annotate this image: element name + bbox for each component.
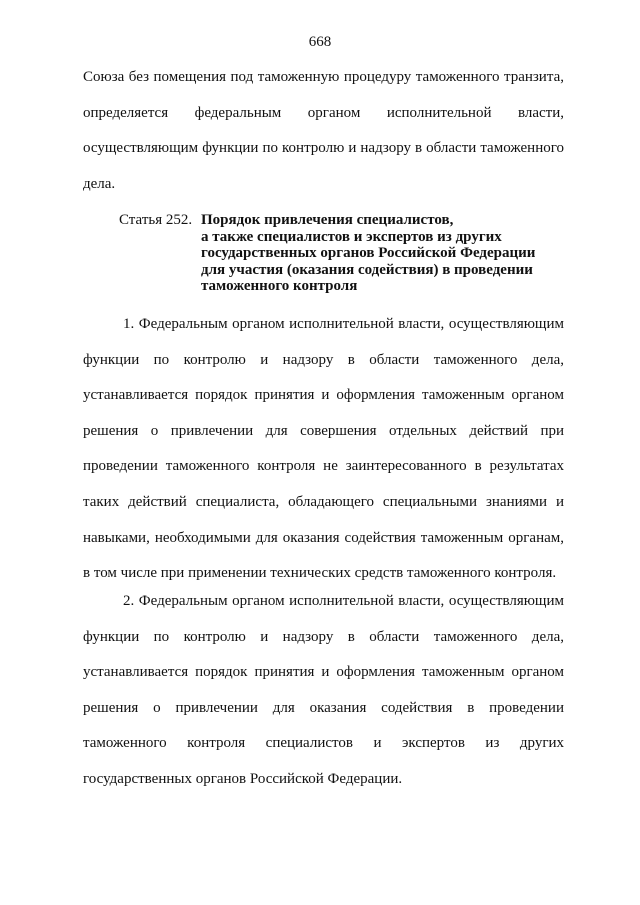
intro-line: дела. <box>83 175 116 192</box>
paragraph-line: в том числе при применении технических средств таможенного контроля. <box>83 565 557 582</box>
intro-line: Союза без помещения под таможенную процедуру таможенного транзита, <box>83 69 564 85</box>
article-title-line: таможенного контроля <box>201 278 358 295</box>
article-title-line: государственных органов Российской Федерации <box>201 245 536 262</box>
paragraph-line: решения о привлечении для совершения отдельных действий при <box>83 422 564 439</box>
intro-paragraph <box>83 67 564 209</box>
paragraph-2 <box>83 591 564 805</box>
article-number: Статья 252. <box>119 212 193 228</box>
article-heading <box>119 212 579 295</box>
paragraph-line: проведении таможенного контроля не заинтересованного в результатах <box>83 458 564 475</box>
paragraph-line: навыками, необходимыми для оказания содействия таможенным органам, <box>83 529 564 546</box>
paragraph-line: решения о привлечении для оказания содействия в проведении <box>83 699 564 716</box>
page-number: 668 <box>308 34 332 50</box>
paragraph-line: функции по контролю и надзору в области таможенного дела, <box>83 628 564 645</box>
article-title-line: Порядок привлечения специалистов, <box>201 212 454 228</box>
paragraph-line: таких действий специалиста, обладающего специальными знаниями и <box>83 493 564 510</box>
paragraph-1 <box>83 314 564 599</box>
paragraph-line: таможенного контроля специалистов и экспертов из других <box>83 735 564 752</box>
article-title <box>201 212 535 295</box>
intro-line: осуществляющим функции по контролю и надзору в области таможенного <box>83 140 564 157</box>
paragraph-line: функции по контролю и надзору в области таможенного дела, <box>83 351 564 368</box>
paragraph-line: государственных органов Российской Федерации. <box>83 770 403 787</box>
paragraph-line: устанавливается порядок принятия и оформления таможенным органом <box>83 664 564 681</box>
intro-line: определяется федеральным органом исполнительной власти, <box>83 104 564 121</box>
paragraph-line: 1. Федеральным органом исполнительной власти, осуществляющим <box>123 316 564 332</box>
article-title-line: а также специалистов и экспертов из других <box>201 228 502 245</box>
paragraph-line: устанавливается порядок принятия и оформления таможенным органом <box>83 387 564 404</box>
article-title-line: для участия (оказания содействия) в проведении <box>201 261 533 278</box>
paragraph-line: 2. Федеральным органом исполнительной власти, осуществляющим <box>123 593 564 609</box>
